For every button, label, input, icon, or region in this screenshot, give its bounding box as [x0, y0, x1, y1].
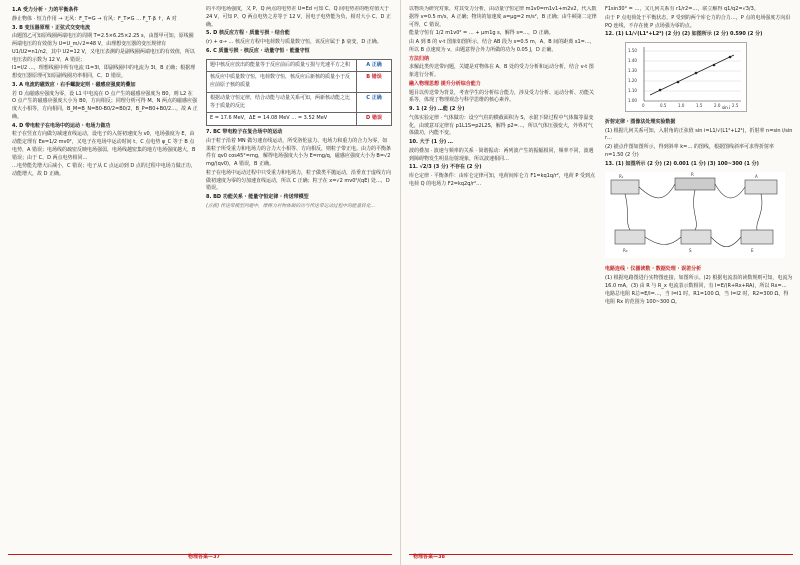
- section-heading: 9. 1 (2 分) …能 (2 分): [409, 106, 465, 112]
- data-point: [729, 56, 732, 59]
- svg-text:S: S: [689, 248, 692, 254]
- y-tick-label: 1.40: [628, 58, 637, 63]
- paragraph: 气体实验定律 · 气体做功：设空气柱的横截面积为 S，水银下降过程中气体做等温变化，由玻意耳定律有 p1L1S=p2L2S，解得 p2=…，所以气体压强变大，外界对气体做功，内能不变。: [409, 114, 594, 137]
- table-row: [207, 72, 392, 93]
- table-row: [207, 92, 392, 113]
- refraction-chart: [625, 42, 747, 112]
- table-cell-result: A 正确: [357, 59, 392, 72]
- nuclear-options-table: [206, 59, 392, 127]
- x-axis-label: sin i: [722, 105, 731, 110]
- paragraph: 求解此类传送带问题，关键是对物体在 A、B 处的受力分析和运动分析，结合 v-t 图象进行分析。: [409, 64, 594, 78]
- paragraph: …电势能先增大后减小，C 错误；电子从 C 点运动到 D 点的过程中电场力做正功，动能增大，故 D 正确。: [12, 163, 196, 177]
- svg-text:R₀: R₀: [623, 248, 628, 254]
- data-point: [659, 89, 662, 92]
- section-heading: 12. (1) L1/√(L1²+L2²) (2 分) (2) 如图所示 (2 分) 0.590 (2 分): [605, 31, 763, 38]
- table-cell-result: B 错误: [357, 72, 392, 93]
- paragraph: 粒子在竖直方向做匀减速直线运动，设电子的入射初速度为 v0，电场强度为 E，由动能定理有 Ee=1/2 mv0²，又电子在电场中运动时间 t，C 点电势 φ_C 等于 B 点电势，A 错误；电场线的疏密反映电场强弱，电场线越密集的地方电场强度越大，B 错误；由于 C、D 两点电势相同…: [12, 131, 196, 161]
- section-heading: 1.A 受力分析 · 力的平衡条件: [12, 7, 79, 13]
- x-tick-label: 0: [642, 103, 645, 108]
- paragraph: 题目以传送带为背景，考查学生的分析综合能力，涉及受力分析、运动分析、功能关系等，体现了物理观念与科学思维的核心素养。: [409, 89, 595, 104]
- svg-text:A: A: [755, 174, 758, 180]
- paragraph: 电路总电阻 R总=E/I=…，当 I=I1 时，R1=100 Ω，当 I=I2 时，R2=300 Ω，得电阻 Rx 的范围为 100~300 Ω。: [605, 291, 789, 305]
- y-tick-label: 1.30: [628, 68, 637, 73]
- data-point: [713, 64, 716, 67]
- paragraph: 粒子在电场中运动过程中只受重力和电场力，粒子做类平抛运动，沿垂直于虚线方向做初速度为零的匀加速直线运动，所以 C 正确；粒子在 x=√2 mv0²/(qE) 处…，D 错误。: [206, 169, 392, 192]
- paragraph: (r) + α→ … 核反应方程中电荷数与质量数守恒，该反应属于 β 衰变，D 正确。: [206, 39, 382, 45]
- section-heading: 8. BD 功能关系 · 能量守恒定律 · 传送带模型: [206, 194, 309, 200]
- paragraph: 由于 P 点电荷处于平衡状态，P 受到的两个库仑力的合力…，P 点的电场强度方向沿 PQ 连线，不存在使 P 点场强为零的点。: [605, 14, 791, 29]
- paragraph: 由 A 到 B 的 v-t 图象如图所示，结合 AB 段为 s=0.5 m，A、B 间的距离 s1=…，所以 B 点速度为 v，由题意得合外力所做的功为 0.05 J，D 正确。: [409, 39, 595, 53]
- section-heading: 10. 大于 (1 分) …: [409, 139, 453, 145]
- section-heading: 11. √2/3 (3 分) 不存在 (2 分): [409, 164, 482, 171]
- section-heading: 6. C 质量亏损 · 核反应 · 动量守恒 · 能量守恒: [206, 47, 310, 54]
- section-heading: 4. D 带电粒子在电场中的运动 · 电场力做功: [12, 122, 111, 129]
- highlight-label: 方法归纳: [409, 55, 430, 62]
- section-heading: 5. D 核反应方程 · 质量亏损 · 结合能: [206, 30, 290, 37]
- section-heading: 13. (1) 如图所示 (2 分) (2) 0.001 (1 分) (3) 100~300 (1 分): [605, 160, 759, 167]
- page-number-right: 物理答案—38: [413, 554, 445, 561]
- y-tick-label: 1.10: [628, 88, 637, 93]
- paragraph: 由题图乙可知原线圈两端电压的周期 T=2.5×6.25×2.25 s，由图甲可知，原线圈两端电压的有效值为 U=U_m/√2=48 V，由理想变压器的变压规律有 U1/U2=n1/n2，其中 U2=12 V，又电压表测的是副线圈两端电压的有效值，所以电压表的示数为 12 V，A 错误；: [12, 33, 195, 63]
- paragraph: 库仑定律 · 平衡条件：由库仑定律可知，电荷间库仑力 F1=kq1q/r²，电荷 P 受到点电荷 Q 的电场力 F2=kq2q/r²…: [409, 173, 595, 187]
- section-heading: 3. B 变压器原理 · 正弦式交变电流: [12, 24, 91, 31]
- section-heading: 3. A 电流的磁效应 · 右手螺旋定则 · 磁感应强度的叠加: [12, 81, 136, 88]
- table-row: [207, 59, 392, 72]
- right-page: [400, 0, 800, 565]
- paragraph: 若 O 点磁感应强度为零，设 L1 中电流在 O 点产生的磁感应强度为 B0，则 L2 在 O 点产生的磁感应强度大小为 B0，方向相反；同理分析可得 M、N 两点的磁感应强度大小相等，方向相同，B_M=B_N=B0-B0/2=B0/2，B_P=B0+B0/2…，故 A 正确。: [12, 90, 198, 120]
- data-point: [695, 72, 698, 75]
- right-column-2: [605, 6, 793, 551]
- left-column-2: [206, 6, 392, 551]
- paragraph: 由于粒子沿着 MN 做匀速直线运动，所受洛伦兹力、电场力和重力的合力为零，如果粒子所受重力和电场力的合力大小相等、方向相反，则粒子带正电。由力的平衡条件有 qv0 cos45°=mg，解得电场强度大小为 E=mg/q，磁感应强度大小为 B=√2 mg/(qv0)，A 错误，B 正确。: [206, 137, 392, 167]
- x-tick-label: 0.5: [660, 103, 667, 108]
- paragraph: (1) 根据几何关系可知，入射角的正弦值 sin i=L1/√(L1²+L2²)，折射率 n=sin i/sin r…: [605, 127, 793, 142]
- paragraph: 波的叠加 · 波速与频率的关系 · 简谐振动：两列波产生的振幅相同，频率不同，波遇到障碍物发生明显衍射现象，所以波速相同…: [409, 147, 594, 162]
- circuit-caption: 电路连线 · 仪器读数 · 数据处理 · 误差分析: [605, 266, 702, 272]
- table-cell-condition: 题中核反应放出的能量等于反应前后的质量亏损与光速平方之积: [207, 59, 357, 72]
- x-tick-label: 1.0: [678, 103, 685, 108]
- table-cell-result: D 错误: [357, 113, 392, 126]
- paragraph: 能量守恒有 1/2 m1v0² = … + μm1g s，解得 s=…，D 正确。: [409, 30, 554, 37]
- y-tick-label: 1.00: [628, 98, 637, 103]
- svg-text:E: E: [751, 248, 754, 254]
- paragraph: 以物块为研究对象，对其受力分析，由动量守恒定律 m1v0=m1v1+m2v2，代入数据得 v=0.5 m/s，A 正确；物块的加速度 a=μg=2 m/s²，B 正确；由牛顿第二定律可得，C 错误。: [409, 6, 597, 28]
- paragraph: 静止物体 · 恒力作用 → 无风：F_T=G → 有风：F_T≠G … F_T·β ↑，A 对: [12, 15, 177, 22]
- x-tick-label: 1.5: [696, 103, 703, 108]
- table-cell-condition: 根据动量守恒定律，结合动能与动量关系可知，两新核动能之比等于质量的反比: [207, 92, 357, 113]
- section-heading: 折射定律 · 图像法处理实验数据: [605, 118, 676, 125]
- table-row: [207, 113, 392, 126]
- highlight-label: 融入物理思想 提升分析综合能力: [409, 80, 481, 87]
- y-tick-label: 1.50: [628, 48, 637, 53]
- y-tick-label: 1.20: [628, 78, 637, 83]
- paragraph: I1=I/2 …，理想线圈中所有电流 I1=3I，即副线圈中的电流为 3I，B 正确；根据理想变压器原理可知原副线圈功率相同，C、D 错误。: [12, 65, 196, 79]
- paragraph: F1sin30° = …，又几何关系有 r1/r2=…，联立解得 q1/q2=√3/3。: [605, 6, 759, 12]
- circuit-diagram: [605, 172, 785, 258]
- paragraph: (1) 根据电路图进行实物图连接，如图所示。(2) 根据电流表的读数规则可知，电流为 16.0 mA，(3) 由 R 与 R_x 电流表示数相同，有 I=E/(R+Rx+RA)，所以 Rx=…: [605, 274, 793, 289]
- table-cell-condition: E = 17.6 MeV，ΔE = 14.08 MeV … = 3.52 MeV: [207, 113, 357, 126]
- section-heading: 7. BC 带电粒子在复合场中的运动: [206, 129, 283, 135]
- table-cell-condition: 核反应中质量数守恒，电荷数守恒，核反应后新核的质量小于反应前原子核的质量: [207, 72, 357, 93]
- svg-text:R: R: [691, 172, 694, 178]
- page-number-left: 物理答案—37: [188, 554, 220, 561]
- right-column-1: [409, 6, 597, 551]
- table-cell-result: C 正确: [357, 92, 392, 113]
- left-column-1: [12, 6, 198, 551]
- x-tick-label: 2.0: [714, 103, 721, 108]
- paragraph: [点拨] 传送带模型问题中，摩擦力对物体做的功与传送带运动过程中的能量转化…: [206, 203, 376, 209]
- paragraph: (2) 描点作图如图所示，得到斜率 k=… 的图线，根据图线斜率可求得折射率 n=1.50 (2 分): [605, 144, 774, 158]
- footer-rule: [409, 554, 793, 555]
- svg-text:R₁: R₁: [619, 174, 624, 180]
- x-tick-label: 2.5: [732, 103, 739, 108]
- paragraph: 的平均电场强度，又 P、Q 两点的电势差 U=Ed 可知 C、Q 间电势差的绝对值大于 24 V，可知 P、Q 两点电势之差等于 12 V，因电子电势能为负，相对大小 C、D 正确。: [206, 6, 391, 28]
- data-point: [677, 81, 680, 84]
